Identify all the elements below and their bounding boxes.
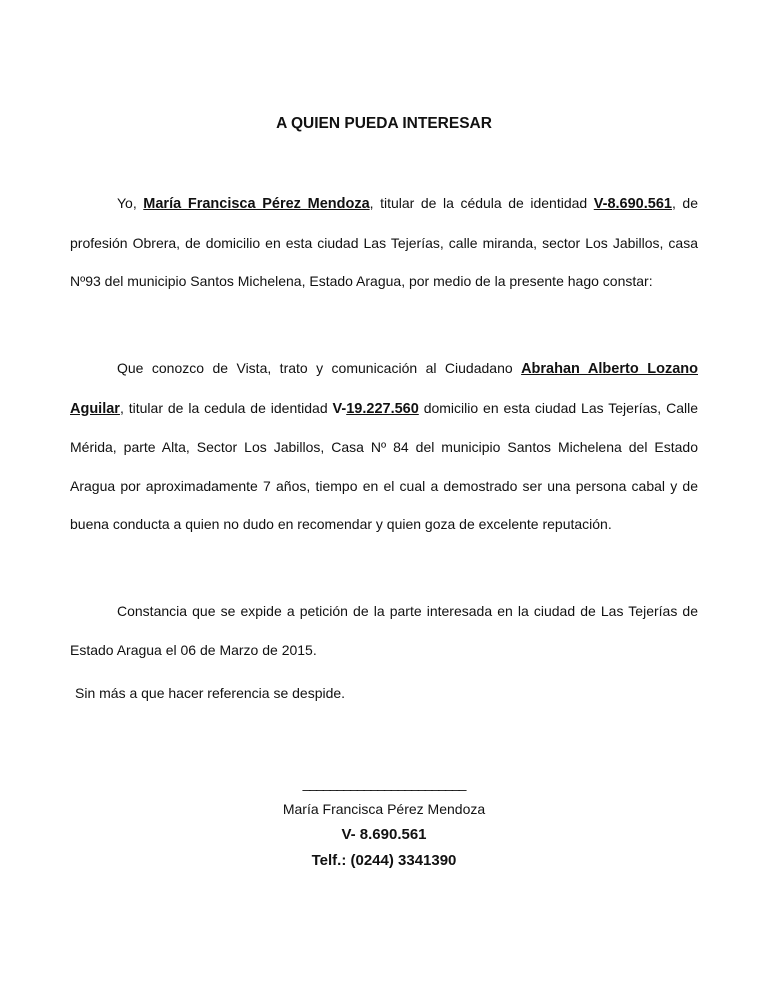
p3-text: Constancia que se expide a petición de la parte interesada en la ciudad de Las Tejerías de Estado Aragua el 06 de Marzo de 2015. — [70, 603, 698, 658]
recommended-id-prefix: V- — [332, 400, 347, 417]
document-title: A QUIEN PUEDA INTERESAR — [276, 115, 492, 132]
p1-mid: , titular de la cédula de identidad — [369, 195, 594, 211]
declarant-id: V-8.690.561 — [593, 196, 672, 212]
p2-rest: domicilio en esta ciudad Las Tejerías, Calle Mérida, parte Alta, Sector Los Jabillos, Casa Nº 84 del municipio Santos Michelena del Estado Aragua por aproximadamente 7 años, tiempo en el cual a demostrado ser una persona cabal y de buena conducta a quien no dudo en recomendar y quien goza de excelente reputación. — [70, 399, 698, 532]
recommended-name: Abrahan Alberto Lozano Aguilar — [70, 361, 698, 417]
signature-name: María Francisca Pérez Mendoza — [282, 801, 486, 817]
p2-lead: Que conozco de Vista, trato y comunicación al Ciudadano — [117, 360, 522, 376]
paragraph-declarant — [70, 184, 698, 301]
paragraph-constancia — [70, 592, 698, 669]
p1-rest: , de profesión Obrera, de domicilio en esta ciudad Las Tejerías, calle miranda, sector Los Jabillos, casa Nº93 del municipio Santos Michelena, Estado Aragua, por medio de la presente hago constar: — [70, 195, 698, 289]
signature-phone: Telf.: (0244) 3341390 — [311, 852, 457, 869]
signature-id: V- 8.690.561 — [341, 826, 427, 843]
declarant-name: María Francisca Pérez Mendoza — [143, 196, 370, 212]
p1-lead: Yo, — [117, 195, 144, 211]
p2-mid: , titular de la cedula de identidad — [119, 399, 333, 416]
closing-line: Sin más a que hacer referencia se despide. — [75, 685, 346, 701]
paragraph-recommendation — [70, 349, 698, 544]
recommended-id-number: 19.227.560 — [346, 400, 419, 417]
signature-line: ________________________ — [302, 775, 466, 791]
